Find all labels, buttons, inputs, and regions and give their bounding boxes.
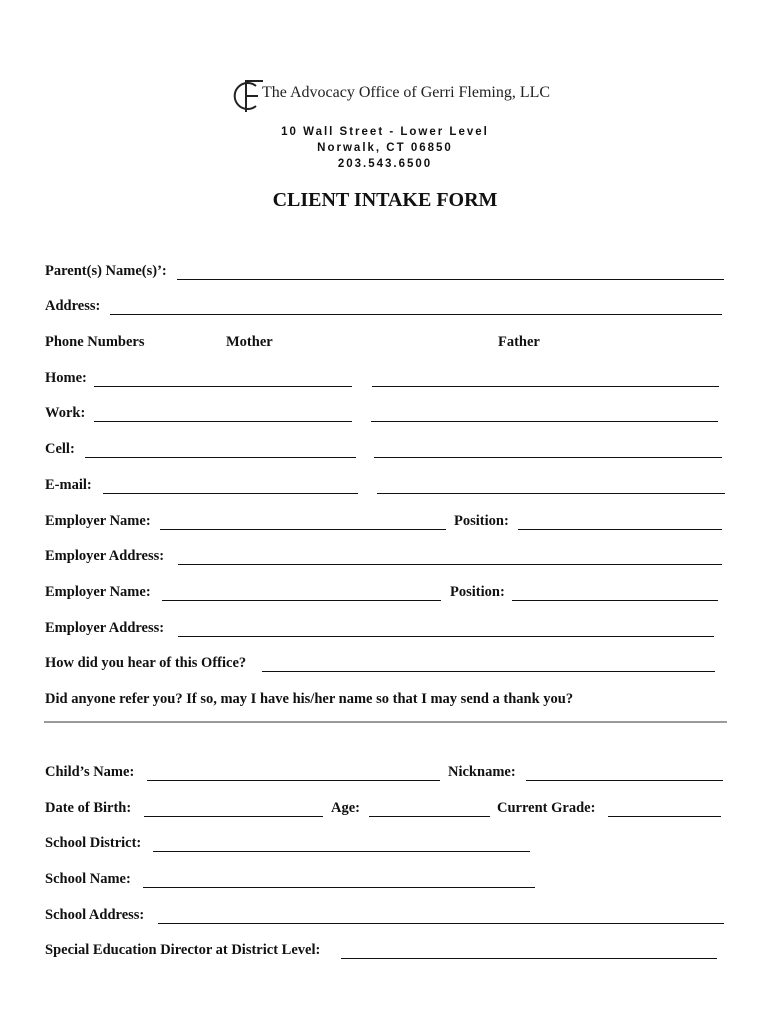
section-divider xyxy=(44,721,727,723)
referral-question: Did anyone refer you? If so, may I have his/her name so that I may send a thank you? xyxy=(45,691,574,707)
employer-name-2-field[interactable] xyxy=(162,600,441,601)
email-row xyxy=(0,476,770,498)
cell-father-field[interactable] xyxy=(374,457,722,458)
employer-1-row xyxy=(0,512,770,534)
home-label: Home: xyxy=(45,370,87,386)
school-name-row xyxy=(0,870,770,892)
school-district-row xyxy=(0,834,770,856)
employer-address-1-label: Employer Address: xyxy=(45,548,165,564)
address-label: Address: xyxy=(45,298,101,314)
father-column-label: Father xyxy=(498,334,540,350)
employer-address-2-row xyxy=(0,619,770,641)
child-name-label: Child’s Name: xyxy=(45,764,135,780)
nickname-label: Nickname: xyxy=(448,764,516,780)
employer-address-2-field[interactable] xyxy=(178,636,714,637)
work-phone-row xyxy=(0,404,770,426)
parent-names-label: Parent(s) Name(s)’: xyxy=(45,263,167,279)
firm-name: The Advocacy Office of Gerri Fleming, LLC xyxy=(262,84,551,101)
cell-phone-row xyxy=(0,440,770,462)
current-grade-field[interactable] xyxy=(608,816,721,817)
child-name-row xyxy=(0,763,770,785)
child-name-field[interactable] xyxy=(147,780,440,781)
sped-director-field[interactable] xyxy=(341,958,717,959)
position-1-field[interactable] xyxy=(518,529,722,530)
school-name-field[interactable] xyxy=(143,887,535,888)
dob-row xyxy=(0,799,770,821)
how-heard-row xyxy=(0,654,770,676)
address-field[interactable] xyxy=(110,314,722,315)
email-father-field[interactable] xyxy=(377,493,725,494)
age-field[interactable] xyxy=(369,816,490,817)
home-father-field[interactable] xyxy=(372,386,719,387)
home-phone-row xyxy=(0,369,770,391)
home-mother-field[interactable] xyxy=(94,386,352,387)
employer-2-row xyxy=(0,583,770,605)
work-label: Work: xyxy=(45,405,86,421)
current-grade-label: Current Grade: xyxy=(497,800,596,816)
sped-director-row xyxy=(0,941,770,963)
employer-name-2-label: Employer Name: xyxy=(45,584,151,600)
school-address-label: School Address: xyxy=(45,907,145,923)
cell-label: Cell: xyxy=(45,441,75,457)
street-address: 10 Wall Street - Lower Level xyxy=(281,126,489,138)
position-1-label: Position: xyxy=(454,513,509,529)
position-2-label: Position: xyxy=(450,584,505,600)
referral-row xyxy=(0,690,770,712)
how-heard-label: How did you hear of this Office? xyxy=(45,655,247,671)
how-heard-field[interactable] xyxy=(262,671,715,672)
school-address-field[interactable] xyxy=(158,923,724,924)
parent-names-field[interactable] xyxy=(177,279,724,280)
mother-column-label: Mother xyxy=(226,334,273,350)
form-title: CLIENT INTAKE FORM xyxy=(272,189,498,211)
phone-numbers-header xyxy=(0,333,770,355)
employer-name-1-field[interactable] xyxy=(160,529,446,530)
work-mother-field[interactable] xyxy=(94,421,352,422)
school-district-label: School District: xyxy=(45,835,142,851)
employer-address-1-field[interactable] xyxy=(178,564,722,565)
dob-label: Date of Birth: xyxy=(45,800,132,816)
sped-director-label: Special Education Director at District Level: xyxy=(45,942,321,958)
nickname-field[interactable] xyxy=(526,780,723,781)
parent-names-row xyxy=(0,262,770,284)
employer-address-2-label: Employer Address: xyxy=(45,620,165,636)
school-district-field[interactable] xyxy=(153,851,530,852)
work-father-field[interactable] xyxy=(371,421,718,422)
office-phone: 203.543.6500 xyxy=(337,158,433,170)
school-name-label: School Name: xyxy=(45,871,131,887)
phone-numbers-label: Phone Numbers xyxy=(45,334,145,350)
email-label: E-mail: xyxy=(45,477,92,493)
school-address-row xyxy=(0,906,770,928)
employer-name-1-label: Employer Name: xyxy=(45,513,151,529)
email-mother-field[interactable] xyxy=(103,493,358,494)
address-row xyxy=(0,297,770,319)
dob-field[interactable] xyxy=(144,816,323,817)
age-label: Age: xyxy=(331,800,360,816)
cell-mother-field[interactable] xyxy=(85,457,356,458)
gf-monogram-logo xyxy=(230,78,264,114)
position-2-field[interactable] xyxy=(512,600,718,601)
employer-address-1-row xyxy=(0,547,770,569)
city-state-zip: Norwalk, CT 06850 xyxy=(317,142,453,154)
